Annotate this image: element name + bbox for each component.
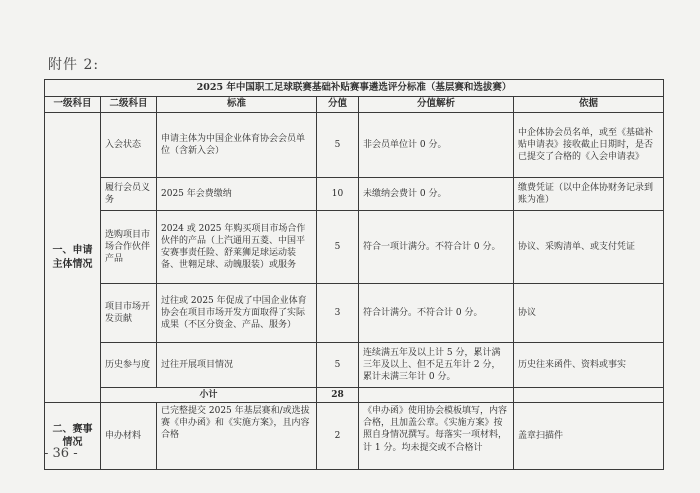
header-level2: 二级科目 bbox=[101, 97, 157, 113]
table-row bbox=[45, 113, 664, 178]
subtotal-label: 小计 bbox=[101, 388, 317, 403]
standard-cell: 申请主体为中国企业体育协会会员单位（含新入会） bbox=[157, 113, 317, 178]
attachment-label: 附件 2: bbox=[48, 57, 100, 73]
basis-cell: 盖章扫描件 bbox=[514, 403, 664, 470]
subtotal-value: 28 bbox=[317, 388, 359, 403]
analysis-cell: 《申办函》使用协会模板填写，内容合格，且加盖公章。《实施方案》按照自身情况撰写。每落实一项材料，计 1 分。均未提交或不合格计 bbox=[359, 403, 514, 470]
category-applicant: 一、申请主体情况 bbox=[45, 113, 101, 403]
standard-cell: 过往或 2025 年促成了中国企业体育协会在项目市场开发方面取得了实际成果（不区分资金、产品、服务） bbox=[157, 284, 317, 343]
sub-item: 履行会员义务 bbox=[101, 178, 157, 211]
basis-cell: 协议 bbox=[514, 284, 664, 343]
analysis-cell: 连续满五年及以上计 5 分，累计满三年及以上、但不足五年计 2 分，累计未满三年计 0 分。 bbox=[359, 343, 514, 388]
basis-cell: 协议、采购清单、或支付凭证 bbox=[514, 211, 664, 284]
analysis-cell: 非会员单位计 0 分。 bbox=[359, 113, 514, 178]
score-cell: 5 bbox=[317, 113, 359, 178]
score-cell: 5 bbox=[317, 211, 359, 284]
header-level1: 一级科目 bbox=[45, 97, 101, 113]
header-score: 分值 bbox=[317, 97, 359, 113]
basis-cell: 中企体协会员名单，或至《基础补贴申请表》接收截止日期时，是否已提交了合格的《入会申请表》 bbox=[514, 113, 664, 178]
sub-item: 历史参与度 bbox=[101, 343, 157, 388]
score-cell: 2 bbox=[317, 403, 359, 470]
table-row bbox=[45, 403, 664, 470]
analysis-cell: 符合一项计满分。不符合计 0 分。 bbox=[359, 211, 514, 284]
table-row bbox=[45, 178, 664, 211]
basis-cell: 历史往来函件、资料或事实 bbox=[514, 343, 664, 388]
analysis-cell: 符合计满分。不符合计 0 分。 bbox=[359, 284, 514, 343]
table-row bbox=[45, 284, 664, 343]
standard-cell: 已完整提交 2025 年基层赛和/或选拔赛《申办函》和《实施方案》，且内容合格 bbox=[157, 403, 317, 470]
score-cell: 5 bbox=[317, 343, 359, 388]
standard-cell: 2024 或 2025 年购买项目市场合作伙伴的产品（上汽通用五菱、中国平安赛事责任险、舒莱狮足球运动装备、世翱足球、动魄服装）或服务 bbox=[157, 211, 317, 284]
page-number: - 36 - bbox=[44, 446, 78, 461]
sub-item: 入会状态 bbox=[101, 113, 157, 178]
sub-item: 项目市场开发贡献 bbox=[101, 284, 157, 343]
standard-cell: 2025 年会费缴纳 bbox=[157, 178, 317, 211]
category-event: 二、赛事情况 bbox=[45, 403, 101, 470]
header-standard: 标准 bbox=[157, 97, 317, 113]
standard-cell: 过往开展项目情况 bbox=[157, 343, 317, 388]
scoring-table bbox=[44, 79, 664, 470]
header-analysis: 分值解析 bbox=[359, 97, 514, 113]
table-title: 2025 年中国职工足球联赛基础补贴赛事遴选评分标准（基层赛和选拔赛） bbox=[45, 80, 664, 97]
basis-cell: 缴费凭证（以中企体协财务记录到账为准） bbox=[514, 178, 664, 211]
table-row bbox=[45, 343, 664, 388]
subtotal-row bbox=[45, 388, 664, 403]
analysis-cell: 未缴纳会费计 0 分。 bbox=[359, 178, 514, 211]
score-cell: 3 bbox=[317, 284, 359, 343]
sub-item: 申办材料 bbox=[101, 403, 157, 470]
header-basis: 依据 bbox=[514, 97, 664, 113]
table-row bbox=[45, 211, 664, 284]
score-cell: 10 bbox=[317, 178, 359, 211]
sub-item: 选购项目市场合作伙伴产品 bbox=[101, 211, 157, 284]
